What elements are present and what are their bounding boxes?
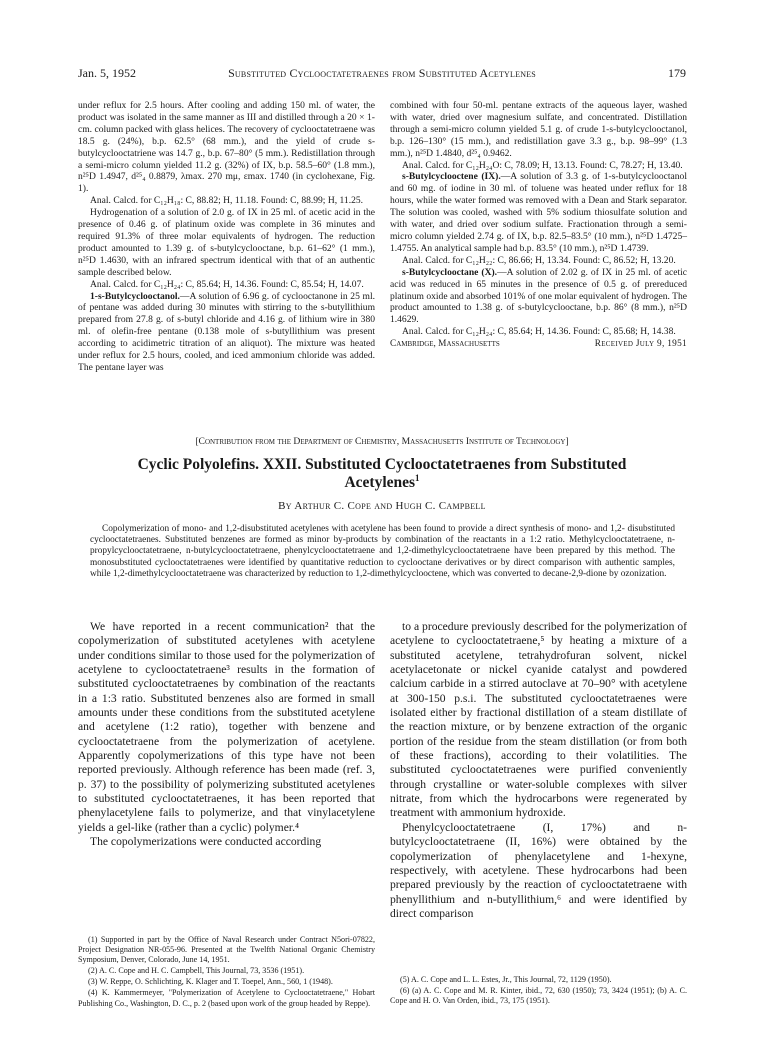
footnotes-left <box>78 935 375 1010</box>
author-line: By Arthur C. Cope and Hugh C. Campbell <box>278 500 486 512</box>
experimental-paragraph: under reflux for 2.5 hours. After cooling and adding 150 ml. of water, the product was isolated in the same manner as III and distilled through a 20 × 1-cm. column packed with glass helices. The recovery of cyclooctatetraene was 18.5 g. (24%), b.p. 62.5° (68 mm.), and the yield of crude s-butylcyclooctatriene was 14.7 g., b.p. 67–80° (5 mm.). Redistillation through a semi-micro column yielded 11.2 g. (32%) of IX, b.p. 58.5–60° (1.8 mm.), n²⁵D 1.4947, d²⁵₄ 0.8879, λmax. 270 mμ, εmax. 1740 (in cyclohexane, Fig. 1). <box>78 100 375 195</box>
experimental-text: —A solution of 2.02 g. of IX in 25 ml. of acetic acid was reduced in 65 minutes in the presence of 0.5 g. of prereduced platinum oxide and absorbed 101% of one molar equivalent of hydrogen. The product amounted to 1.38 g. of s-butylcyclooctane, b.p. 86° (8 mm.), n²⁵D 1.4629. <box>390 266 687 326</box>
location: Cambridge, Massachusetts <box>390 339 500 350</box>
title-line-2-text: Acetylenes <box>344 474 416 491</box>
page-number: 179 <box>668 66 686 80</box>
body-paragraph: to a procedure previously described for the polymerization of acetylene to cyclooctatetraene,⁵ by heating a mixture of a substituted acetylene, tetrahydrofuran solvent, nickel acetylacetonate or nickel cyanide catalyst and powdered calcium carbide in a stirred autoclave at 70–90° with acetylene at 300-150 p.s.i. The substituted cyclooctatetraenes were isolated either by fractional distillation of a steam distillate of the reaction mixture, or by benzene extraction of the organic portion of the residue from the steam distillation (or from both of these fractions), according to their volatilities. The substituted cyclooctatetraenes were purified conveniently through crystalline or water-soluble complexes with silver nitrate, from which the hydrocarbons were regenerated by treatment with ammonium hydroxide. <box>390 620 687 820</box>
footnote: (4) K. Kammermeyer, "Polymerization of Acetylene to Cyclooctatetraene," Hobart Publishing Co., Washington, D. C., p. 2 (based upon work of the group headed by Reppe). <box>78 988 375 1008</box>
compound-heading: 1-s-Butylcyclooctanol. <box>90 290 180 302</box>
experimental-left-column <box>78 100 375 374</box>
running-title: Substituted Cyclooctatetraenes from Substituted Acetylenes <box>228 66 536 80</box>
body-left-column <box>78 620 375 850</box>
experimental-paragraph: combined with four 50-ml. pentane extracts of the aqueous layer, washed with water, dried over magnesium sulfate, and concentrated. Distillation through a semi-micro column yielded 5.1 g. of crude 1-s-butylcyclooctanol, b.p. 126–130° (15 mm.), and redistillation gave 3.3 g., b.p. 98–99° (1.3 mm.), n²⁵D 1.4840, d²⁵₄ 0.9462. <box>390 100 687 159</box>
experimental-text: —A solution of 6.96 g. of cyclooctanone in 25 ml. of pentane was added during 30 minutes with stirring to the s-butyllithium prepared from 27.8 g. of s-butyl chloride and 4.16 g. of lithium wire in 380 ml. of olefin-free pentane (0.138 mole of s-butyllithium was present according to acidimetric titration of an aliquot). The mixture was heated under reflux for 2.5 hours, cooled, and iced ammonium chloride was added. The pentane layer was <box>78 290 375 373</box>
footnotes-right <box>390 975 687 1007</box>
experimental-paragraph <box>390 267 687 327</box>
received-date: Received July 9, 1951 <box>594 339 687 350</box>
experimental-text: —A solution of 3.3 g. of 1-s-butylcyclooctanol and 60 mg. of iodine in 30 ml. of toluene was heated under reflux for 18 hours, while the water formed was removed with a Dean and Stark separator. The solution was cooled, washed with 5% sodium thiosulfate solution and with water, and dried over sodium sulfate. Fractionation through a semi-micro column yielded 2.74 g. of IX, b.p. 82.5–83.5° (10 mm.), n²⁵D 1.4725–1.4755. An analytical sample had b.p. 83.5° (10 mm.), n²⁵D 1.4739. <box>390 171 687 254</box>
analysis-line: Anal. Calcd. for C₁₂H₂₄: C, 85.64; H, 14.36. Found: C, 85.54; H, 14.07. <box>90 278 364 290</box>
footnote: (6) (a) A. C. Cope and M. R. Kinter, ibid., 72, 630 (1950); 73, 3424 (1951); (b) A. C. Cope and H. O. Van Orden, ibid., 73, 175 (1951). <box>390 986 687 1006</box>
body-paragraph: Phenylcyclooctatetraene (I, 17%) and n-butylcyclooctatetraene (II, 16%) were obtained by the copolymerization of phenylacetylene and 1-hexyne, respectively, with acetylene. These hydrocarbons had been prepared previously by the reaction of cyclooctatetraene with phenyllithium and n-butyllithium,⁶ and were identified by direct comparison <box>390 820 687 920</box>
abstract <box>90 524 675 580</box>
article-end-line <box>390 339 687 351</box>
analysis-line: Anal. Calcd. for C₁₂H₂₂: C, 86.66; H, 13.34. Found: C, 86.52; H, 13.20. <box>402 254 676 266</box>
experimental-paragraph: Hydrogenation of a solution of 2.0 g. of IX in 25 ml. of acetic acid in the presence of 0.46 g. of platinum oxide was complete in 36 minutes and required 91.3% of three molar equivalents of hydrogen. The reduction product amounted to 1.39 g. of s-butylcyclooctane, b.p. 61–62° (1 mm.), n²⁵D 1.4630, with an infrared spectrum identical with that of an authentic sample described below. <box>78 207 375 278</box>
experimental-paragraph <box>390 171 687 254</box>
analysis-line: Anal. Calcd. for C₁₂H₂₄: C, 85.64; H, 14.36. Found: C, 85.68; H, 14.38. <box>402 326 676 338</box>
footnote: (5) A. C. Cope and L. L. Estes, Jr., This Journal, 72, 1129 (1950). <box>400 975 612 984</box>
contribution-line: [Contribution from the Department of Chemistry, Massachusetts Institute of Technology] <box>195 436 569 447</box>
footnote: (1) Supported in part by the Office of Naval Research under Contract N5ori-07822, Project Designation NR-055-96. Presented at the Twelfth National Organic Chemistry Symposium, Denver, Colorado, June 14, 1951. <box>78 935 375 965</box>
experimental-paragraph <box>78 291 375 374</box>
compound-heading: s-Butylcyclooctene (IX). <box>402 171 501 183</box>
body-paragraph: The copolymerizations were conducted according <box>90 835 322 849</box>
issue-date: Jan. 5, 1952 <box>78 66 136 80</box>
compound-heading: s-Butylcyclooctane (X). <box>402 266 498 278</box>
footnote: (2) A. C. Cope and H. C. Campbell, This Journal, 73, 3536 (1951). <box>88 966 305 976</box>
body-paragraph: We have reported in a recent communication² that the copolymerization of substituted acetylenes with acetylene under conditions similar to those used for the polymerization of acetylene to cyclooctatetraene³ results in the formation of substituted cyclooctatetraenes by combination of the reactants in a 1:3 ratio. Substituted benzenes also are formed in small amounts under these conditions from the substituted acetylene and acetylene (1:2 ratio), together with benzene and cyclooctatetraene from the polymerization of acetylene. Apparently copolymerizations of this type have not been reported previously. Although reference has been made (ref. 3, p. 37) to the possibility of polymerizing substituted acetylenes to substituted cyclooctatetraenes, it has been reported that phenylacetylene fails to polymerize, and that vinylacetylene yields a gel-like (rather than a cyclic) polymer.⁴ <box>78 620 375 834</box>
title-line-1: Cyclic Polyolefins. XXII. Substituted Cyclooctatetraenes from Substituted <box>137 456 627 473</box>
article-title <box>78 456 686 492</box>
title-footnote-marker: 1 <box>415 472 420 483</box>
analysis-line: Anal. Calcd. for C₁₂H₂₄O: C, 78.09; H, 13.13. Found: C, 78.27; H, 13.40. <box>402 159 683 171</box>
experimental-right-column <box>390 100 687 351</box>
title-line-2 <box>78 474 686 492</box>
body-right-column <box>390 620 687 921</box>
page-header <box>78 66 686 82</box>
footnote: (3) W. Reppe, O. Schlichting, K. Klager and T. Toepel, Ann., 560, 1 (1948). <box>88 977 333 987</box>
analysis-line: Anal. Calcd. for C₁₂H₁₈: C, 88.82; H, 11.18. Found: C, 88.99; H, 11.25. <box>90 195 364 207</box>
abstract-text: Copolymerization of mono- and 1,2-disubstituted acetylenes with acetylene has been found to provide a direct synthesis of mono- and 1,2- disubstituted cyclooctatetraenes. Substituted benzenes are formed as minor by-products by combination of the reactants in a 1:2 ratio. Methylcyclooctatetraene, n-propylcyclooctatetraene, n-butylcyclooctatetraene, phenylcyclooctatetraene and 1,2-dimethylcyclooctatetraene have been prepared by this method. The monosubstituted cyclooctatetraenes were identified by quantitative reduction to cyclooctane derivatives or by direct comparison with authentic samples, while 1,2-dimethylcyclooctatetraene was characterized by reduction to 1,2-dimethylcyclooctene, which was converted to decane-2,9-dione by ozonization. <box>90 524 675 579</box>
